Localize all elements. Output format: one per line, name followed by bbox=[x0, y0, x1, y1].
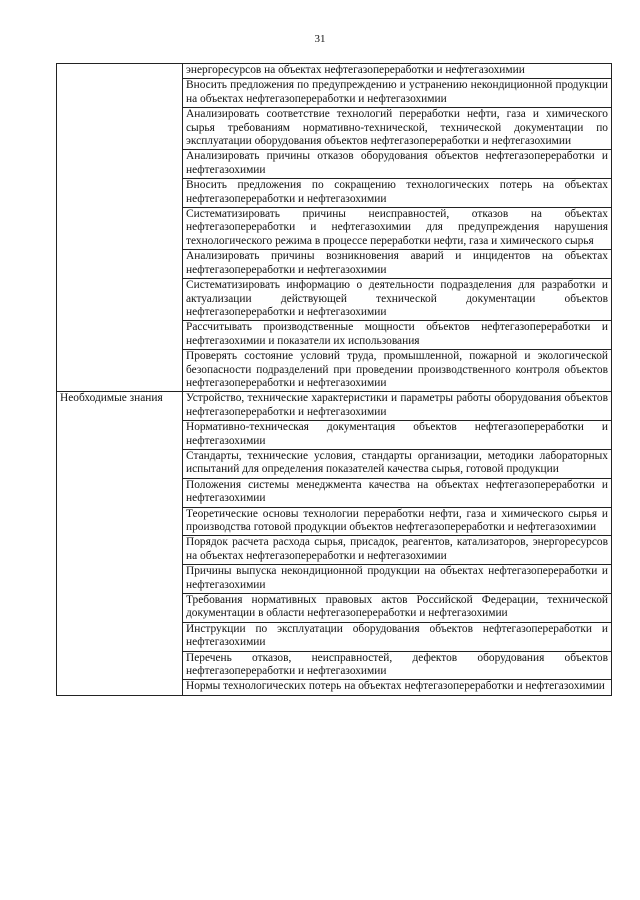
table-cell: Систематизировать информацию о деятельности подразделения для разработки и актуализации действующей технической документации объектов нефтегазопереработки и нефтегазохимии bbox=[183, 279, 612, 321]
table-cell: Анализировать причины возникновения аварий и инцидентов на объектах нефтегазопереработки и нефтегазохимии bbox=[183, 250, 612, 279]
table-cell: Нормативно-техническая документация объектов нефтегазопереработки и нефтегазохимии bbox=[183, 421, 612, 450]
table-row bbox=[57, 64, 612, 79]
table-cell: Вносить предложения по предупреждению и устранению некондиционной продукции на объектах нефтегазопереработки и нефтегазохимии bbox=[183, 79, 612, 108]
table-cell: Требования нормативных правовых актов Российской Федерации, технической документации в области нефтегазопереработки и нефтегазохимии bbox=[183, 594, 612, 623]
table-cell: Инструкции по эксплуатации оборудования объектов нефтегазопереработки и нефтегазохимии bbox=[183, 622, 612, 651]
table-cell: энергоресурсов на объектах нефтегазопереработки и нефтегазохимии bbox=[183, 64, 612, 79]
table-cell: Анализировать соответствие технологий переработки нефти, газа и химического сырья требованиям нормативно-технической, технической документации по эксплуатации оборудования объектов нефтегазопереработки и нефтегазохимии bbox=[183, 108, 612, 150]
page-number: 31 bbox=[314, 33, 326, 45]
table-cell: Рассчитывать производственные мощности объектов нефтегазопереработки и нефтегазохимии и показатели их использования bbox=[183, 321, 612, 350]
table-cell: Систематизировать причины неисправностей, отказов на объектах нефтегазопереработки и нефтегазохимии для предупреждения нарушения технологического режима в процессе переработки нефти, газа и химического сырья bbox=[183, 208, 612, 250]
table-cell: Устройство, технические характеристики и параметры работы оборудования объектов нефтегазопереработки и нефтегазохимии bbox=[183, 392, 612, 421]
table-cell: Стандарты, технические условия, стандарты организации, методики лабораторных испытаний для определения показателей качества сырья, готовой продукции bbox=[183, 449, 612, 478]
requirements-table bbox=[56, 63, 612, 696]
table-cell: Перечень отказов, неисправностей, дефектов оборудования объектов нефтегазопереработки и нефтегазохимии bbox=[183, 651, 612, 680]
section-label-knowledge: Необходимые знания bbox=[57, 392, 183, 696]
table-cell: Теоретические основы технологии переработки нефти, газа и химического сырья и производства готовой продукции объектов нефтегазопереработки и нефтегазохимии bbox=[183, 507, 612, 536]
table-cell: Нормы технологических потерь на объектах нефтегазопереработки и нефтегазохимии bbox=[183, 680, 612, 695]
table-row bbox=[57, 392, 612, 421]
table-cell: Причины выпуска некондиционной продукции на объектах нефтегазопереработки и нефтегазохимии bbox=[183, 565, 612, 594]
section-label-skills bbox=[57, 64, 183, 392]
table-cell: Анализировать причины отказов оборудования объектов нефтегазопереработки и нефтегазохимии bbox=[183, 150, 612, 179]
table-cell: Вносить предложения по сокращению технологических потерь на объектах нефтегазопереработки и нефтегазохимии bbox=[183, 179, 612, 208]
table-cell: Проверять состояние условий труда, промышленной, пожарной и экологической безопасности подразделений при проведении производственного контроля объектов нефтегазопереработки и нефтегазохимии bbox=[183, 350, 612, 392]
table-cell: Порядок расчета расхода сырья, присадок, реагентов, катализаторов, энергоресурсов на объектах нефтегазопереработки и нефтегазохимии bbox=[183, 536, 612, 565]
table-cell: Положения системы менеджмента качества на объектах нефтегазопереработки и нефтегазохимии bbox=[183, 478, 612, 507]
